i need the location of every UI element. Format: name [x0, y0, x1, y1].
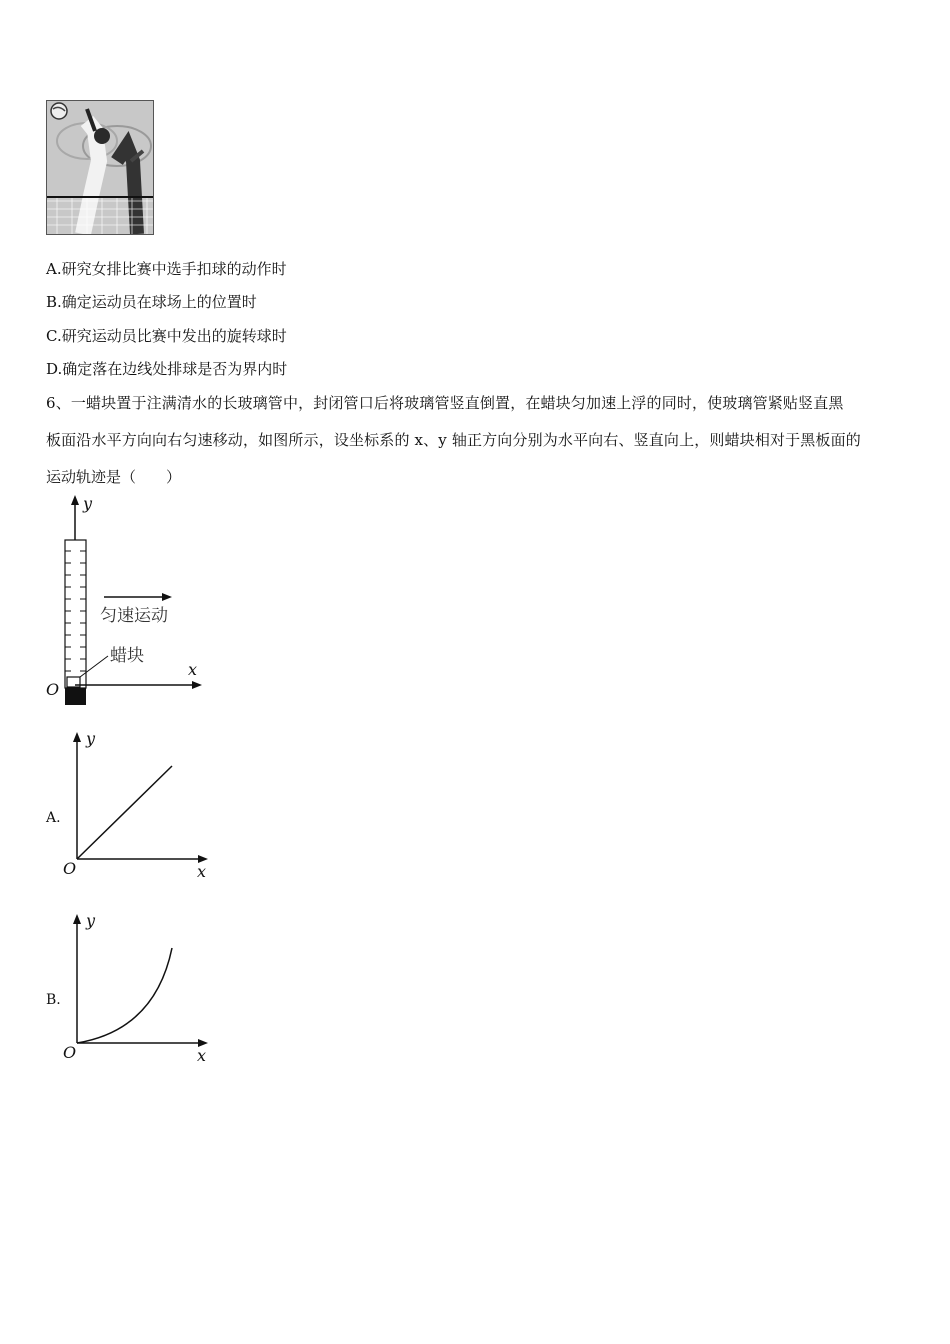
option-d: D.确定落在边线处排球是否为界内时: [46, 360, 288, 378]
tube-y-arrow: [71, 495, 79, 505]
choice-a-curve: [77, 766, 172, 859]
wax-block-label: 蜡块: [110, 646, 144, 666]
choice-a-y-label: y: [86, 729, 96, 748]
choice-b-y-arrow: [73, 914, 81, 924]
tube-origin-label: O: [46, 680, 60, 699]
tube-y-label: y: [83, 494, 93, 513]
tube-x-arrow: [192, 681, 202, 689]
glass-tube: [65, 540, 86, 688]
tube-x-label: x: [188, 660, 198, 679]
choice-a-y-arrow: [73, 732, 81, 742]
option-c: C.研究运动员比赛中发出的旋转球时: [46, 327, 287, 345]
option-b: B.确定运动员在球场上的位置时: [46, 293, 257, 311]
question6-line3: 运动轨迹是（ ）: [46, 468, 182, 486]
choice-a-label: A.: [46, 810, 61, 826]
motion-label: 匀速运动: [100, 606, 168, 626]
motion-arrow-head: [162, 593, 172, 601]
choice-b-graph: [60, 910, 220, 1065]
volleyball-photo: [46, 100, 154, 235]
question6-line1: 6、一蜡块置于注满清水的长玻璃管中，封闭管口后将玻璃管竖直倒置，在蜡块匀加速上浮的同时，使玻璃管紧贴竖直黑: [46, 394, 844, 412]
choice-b-curve: [77, 948, 172, 1043]
tube-figure: [40, 493, 220, 713]
choice-b-x-label: x: [197, 1046, 207, 1065]
choice-a-x-label: x: [197, 862, 207, 881]
choice-a-graph: [60, 728, 220, 883]
choice-b-origin: O: [63, 1043, 77, 1062]
tube-seal: [65, 688, 86, 705]
option-a: A.研究女排比赛中选手扣球的动作时: [46, 260, 287, 278]
choice-b-y-label: y: [86, 911, 96, 930]
choice-b-label: B.: [46, 992, 61, 1008]
choice-a-origin: O: [63, 859, 77, 878]
question6-line2: 板面沿水平方向向右匀速移动，如图所示，设坐标系的 x、y 轴正方向分别为水平向右、竖直向上，则蜡块相对于黑板面的: [46, 431, 861, 449]
